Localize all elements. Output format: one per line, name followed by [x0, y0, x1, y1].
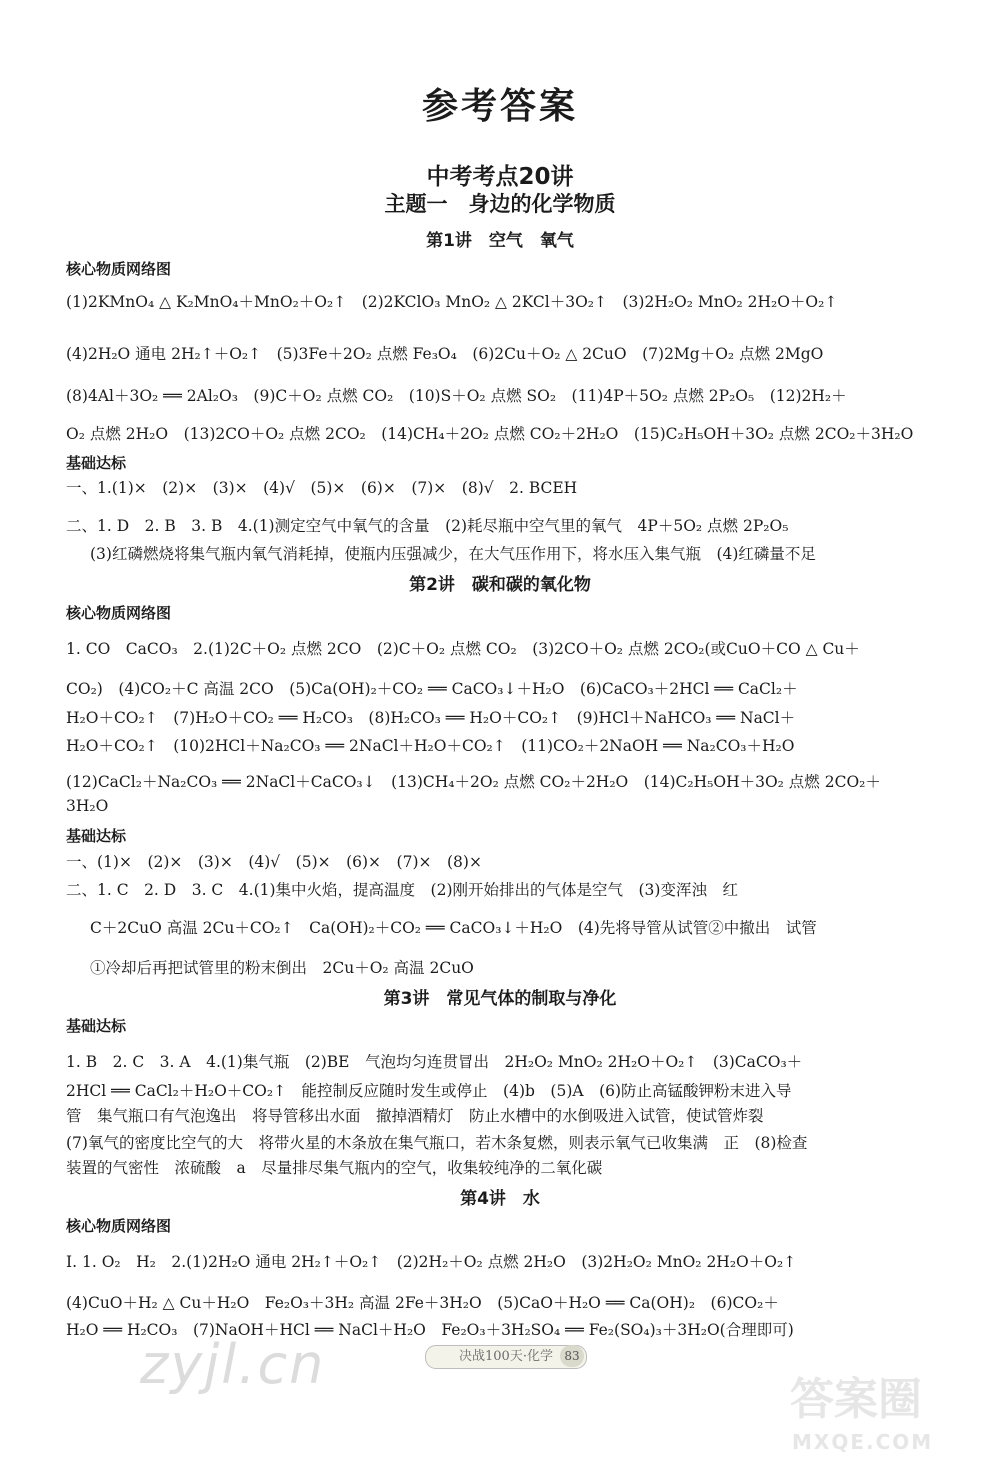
answer-line: 1. CO CaCO₃ 2.(1)2C＋O₂ 点燃 2CO (2)C＋O₂ 点燃 CO₂ (3)2CO＋O₂ 点燃 2CO₂(或CuO＋CO △ Cu＋: [66, 640, 860, 658]
watermark-logo-left: zyjl.cn: [140, 1333, 326, 1396]
answer-line: ①冷却后再把试管里的粉末倒出 2Cu＋O₂ 高温 2CuO: [90, 959, 474, 977]
answer-line: CO₂) (4)CO₂＋C 高温 2CO (5)Ca(OH)₂＋CO₂ ══ CaCO₃↓＋H₂O (6)CaCO₃＋2HCl ══ CaCl₂＋: [66, 680, 798, 698]
lecture-3-title: 第3讲 常见气体的制取与净化: [383, 989, 617, 1009]
section-heading: 核心物质网络图: [66, 1217, 172, 1235]
answer-line: (12)CaCl₂＋Na₂CO₃ ══ 2NaCl＋CaCO₃↓ (13)CH₄＋2O₂ 点燃 CO₂＋2H₂O (14)C₂H₅OH＋3O₂ 点燃 2CO₂＋: [66, 773, 881, 791]
lecture-2-title: 第2讲 碳和碳的氧化物: [409, 575, 591, 595]
section-heading: 核心物质网络图: [66, 604, 172, 622]
answer-line: H₂O＋CO₂↑ (10)2HCl＋Na₂CO₃ ══ 2NaCl＋H₂O＋CO₂↑ (11)CO₂＋2NaOH ══ Na₂CO₃＋H₂O: [66, 737, 795, 755]
answer-line: (1)2KMnO₄ △ K₂MnO₄＋MnO₂＋O₂↑ (2)2KClO₃ MnO₂ △ 2KCl＋3O₂↑ (3)2H₂O₂ MnO₂ 2H₂O＋O₂↑: [66, 293, 838, 311]
watermark-logo-right: 答案圈: [790, 1374, 922, 1425]
answer-line: (4)CuO＋H₂ △ Cu＋H₂O Fe₂O₃＋3H₂ 高温 2Fe＋3H₂O (5)CaO＋H₂O ══ Ca(OH)₂ (6)CO₂＋: [66, 1294, 779, 1312]
section-heading: 核心物质网络图: [66, 260, 172, 278]
page-title: 参考答案: [421, 86, 578, 127]
section-heading: 基础达标: [66, 454, 127, 472]
answer-line: 1. B 2. C 3. A 4.(1)集气瓶 (2)BE 气泡均匀连贯冒出 2H₂O₂ MnO₂ 2H₂O＋O₂↑ (3)CaCO₃＋: [66, 1053, 803, 1071]
answer-line: 装置的气密性 浓硫酸 a 尽量排尽集气瓶内的空气，收集较纯净的二氧化碳: [66, 1159, 603, 1177]
theme-title: 主题一 身边的化学物质: [384, 192, 616, 216]
section-heading: 基础达标: [66, 1017, 127, 1035]
answer-line: (8)4Al＋3O₂ ══ 2Al₂O₃ (9)C＋O₂ 点燃 CO₂ (10)S＋O₂ 点燃 SO₂ (11)4P＋5O₂ 点燃 2P₂O₅ (12)2H₂＋: [66, 387, 847, 405]
answer-line: (7)氧气的密度比空气的大 将带火星的木条放在集气瓶口，若木条复燃，则表示氧气已收集满 正 (8)检查: [66, 1134, 808, 1152]
answer-line: H₂O ══ H₂CO₃ (7)NaOH＋HCl ══ NaCl＋H₂O Fe₂O₃＋3H₂SO₄ ══ Fe₂(SO₄)₃＋3H₂O(合理即可): [66, 1321, 794, 1339]
answer-line: O₂ 点燃 2H₂O (13)2CO＋O₂ 点燃 2CO₂ (14)CH₄＋2O₂ 点燃 CO₂＋2H₂O (15)C₂H₅OH＋3O₂ 点燃 2CO₂＋3H₂O: [66, 425, 914, 443]
answer-line: 一、1.(1)× (2)× (3)× (4)√ (5)× (6)× (7)× (8)√ 2. BCEH: [66, 479, 578, 497]
answer-line: (3)红磷燃烧将集气瓶内氧气消耗掉，使瓶内压强减少，在大气压作用下，将水压入集气瓶 (4)红磷量不足: [90, 545, 816, 563]
answer-line: H₂O＋CO₂↑ (7)H₂O＋CO₂ ══ H₂CO₃ (8)H₂CO₃ ══ H₂O＋CO₂↑ (9)HCl＋NaHCO₃ ══ NaCl＋: [66, 709, 796, 727]
answer-line: 二、1. D 2. B 3. B 4.(1)测定空气中氧气的含量 (2)耗尽瓶中空气里的氧气 4P＋5O₂ 点燃 2P₂O₅: [66, 517, 789, 535]
answer-line: 3H₂O: [66, 797, 109, 815]
answer-line: C＋2CuO 高温 2Cu＋CO₂↑ Ca(OH)₂＋CO₂ ══ CaCO₃↓＋H₂O (4)先将导管从试管②中撤出 试管: [90, 919, 817, 937]
book-title-badge: 决战100天·化学: [425, 1345, 587, 1369]
answer-line: 二、1. C 2. D 3. C 4.(1)集中火焰，提高温度 (2)刚开始排出的气体是空气 (3)变浑浊 红: [66, 881, 738, 899]
lecture-1-title: 第1讲 空气 氧气: [426, 231, 574, 251]
lecture-4-title: 第4讲 水: [460, 1189, 540, 1209]
answer-line: Ⅰ. 1. O₂ H₂ 2.(1)2H₂O 通电 2H₂↑＋O₂↑ (2)2H₂＋O₂ 点燃 2H₂O (3)2H₂O₂ MnO₂ 2H₂O＋O₂↑: [66, 1253, 797, 1271]
answer-line: 一、(1)× (2)× (3)× (4)√ (5)× (6)× (7)× (8)×: [66, 853, 482, 871]
answer-line: 2HCl ══ CaCl₂＋H₂O＋CO₂↑ 能控制反应随时发生或停止 (4)b (5)A (6)防止高锰酸钾粉末进入导: [66, 1082, 792, 1100]
page-subtitle: 中考考点20讲: [426, 164, 574, 190]
answer-line: (4)2H₂O 通电 2H₂↑＋O₂↑ (5)3Fe＋2O₂ 点燃 Fe₃O₄ (6)2Cu＋O₂ △ 2CuO (7)2Mg＋O₂ 点燃 2MgO: [66, 345, 824, 363]
section-heading: 基础达标: [66, 827, 127, 845]
answer-line: 管 集气瓶口有气泡逸出 将导管移出水面 撤掉酒精灯 防止水槽中的水倒吸进入试管，使试管炸裂: [66, 1107, 764, 1125]
watermark-url-right: MXQE.COM: [792, 1430, 934, 1454]
page-number: 83: [560, 1345, 584, 1367]
